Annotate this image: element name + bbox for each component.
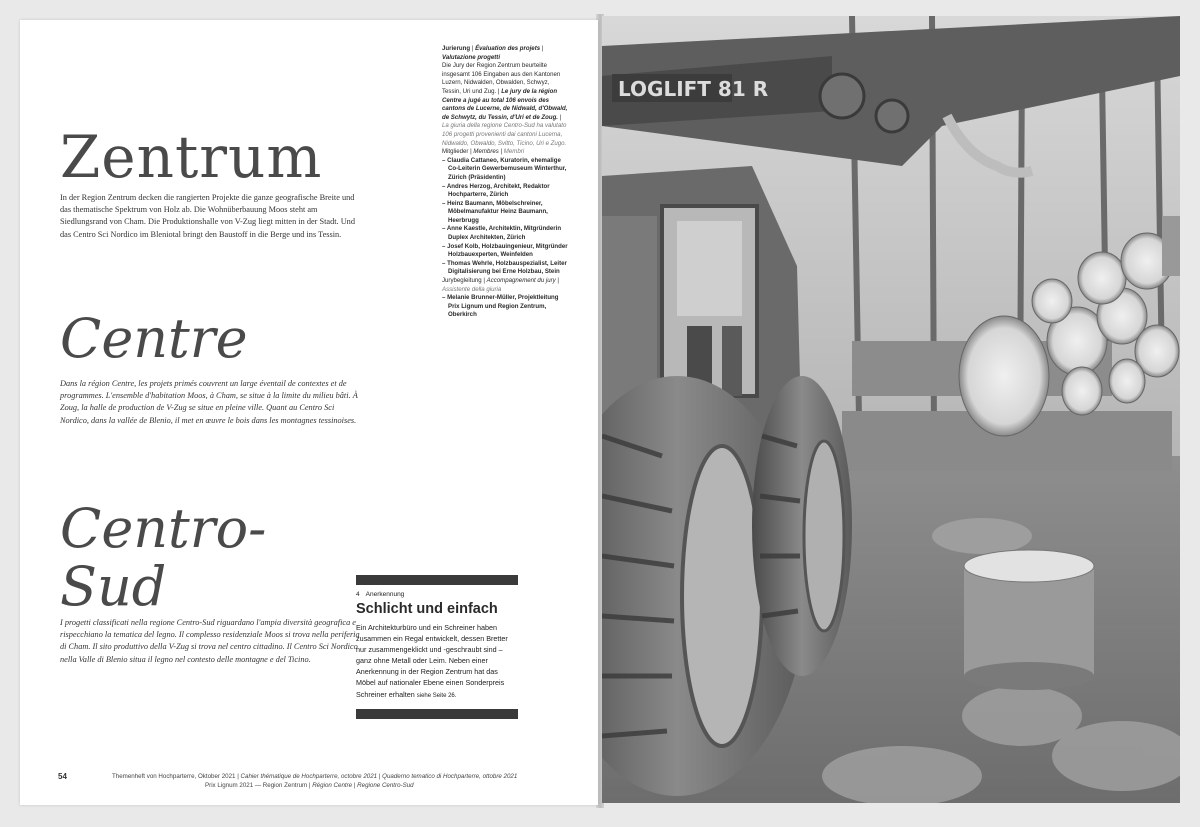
jury-column xyxy=(442,45,568,320)
members-heading-fr: Membres xyxy=(473,148,499,156)
title-centro-sud: Centro-Sud xyxy=(60,497,267,618)
jury-member: – Thomas Wehrle, Holzbauspezialist, Leiter Digitalisierung bei Erne Holzbau, Stein xyxy=(442,260,568,277)
tree-stump xyxy=(964,550,1094,690)
jury-member: – Heinz Baumann, Möbelschreiner, Möbelmanufaktur Heinz Baumann, Heerbrugg xyxy=(442,200,568,226)
page-number: 54 xyxy=(58,772,67,781)
footer-line-2: Prix Lignum 2021 — Region Zentrum | Région Centre | Regione Centro-Sud xyxy=(205,782,414,789)
title-centre: Centre xyxy=(60,307,248,370)
page-footer xyxy=(112,772,582,790)
award-number: 4 xyxy=(356,591,360,598)
support-heading-it: Assistente della giuria xyxy=(442,285,502,293)
jury-heading: Jurierung | Évaluation des projets | Valutazione progetti xyxy=(442,45,544,61)
support-heading: Jurybegleitung | Accompagnement du jury | Assistente della giuria xyxy=(442,277,560,293)
award-category: Anerkennung xyxy=(365,591,405,598)
jury-text-it: La giuria della regione Centro-Sud ha valutato 106 progetti provenienti dai cantoni Lucerna, Nidwaldo, Obwaldo, Svitto, Ticino, Uri e Zugo. xyxy=(442,122,567,147)
award-bottom-bar xyxy=(356,709,518,719)
right-page-photo xyxy=(602,16,1180,803)
intro-french: Dans la région Centre, les projets primés couvrent un large éventail de contextes et de programmes. L'ensemble d'habitation Moos, à Cham, se situe à la limite du milieu bâti. À Zoug, la halle de production de V-Zug se situe en pleine ville. Quant au Centro Sci Nordico, dans la vallée de Blenio, il met en œuvre le bois dans les montagnes tessinoises. xyxy=(60,379,358,425)
award-page-ref: siehe Seite 26. xyxy=(416,692,457,699)
jury-text: Die Jury der Region Zentrum beurteilte insgesamt 106 Eingaben aus den Kantonen Luzern, Nidwalden, Obwalden, Schwyz, Tessin, Uri und Zug. | Le jury de la région Centre a jugé au total 106 envois des cantons de Lucerne, de Nidwald, d'Obwald, de Schwytz, du Tessin, d'Uri et de Zoug. | La giuria della regione Centro-Sud ha valutato 106 progetti provenienti dai cantoni Lucerna, Nidwaldo, Obwaldo, Svitto, Ticino, Uri e Zugo. xyxy=(442,62,568,147)
jury-text-fr: Le jury de la région Centre a jugé au total 106 envois des cantons de Lucerne, de Nidwald, d'Obwald, de Schwytz, du Tessin, d'Uri et de Zoug. xyxy=(442,87,568,121)
support-member: – Melanie Brunner-Müller, Projektleitung Prix Lignum und Region Zentrum, Oberkirch xyxy=(442,294,568,320)
award-body-text: Ein Architekturbüro und ein Schreiner haben zusammen ein Regal entwickelt, dessen Bretter nur zusammengeklickt und -geschraubt sind – ganz ohne Metall oder Leim. Neben einer Anerkennung in der Region Zentrum hat das Möbel auf nationaler Ebene einen Sonderpreis Schreiner erhalten xyxy=(356,623,508,699)
footer-prefix: Prix Lignum 2021 xyxy=(205,782,254,789)
jury-member: – Claudia Cattaneo, Kuratorin, ehemalige Co-Leiterin Gewerbemuseum Winterthur, Zürich (Präsidentin) xyxy=(442,157,568,183)
members-heading-de: Mitglieder xyxy=(442,148,469,156)
footer-it: Quaderno tematico di Hochparterre, ottobre 2021 xyxy=(382,773,518,780)
award-top-bar xyxy=(356,575,518,585)
jury-text-de: Die Jury der Region Zentrum beurteilte insgesamt 106 Eingaben aus den Kantonen Luzern, Nidwalden, Obwalden, Schwyz, Tessin, Uri und Zug. xyxy=(442,62,561,95)
footer-line-1: Themenheft von Hochparterre, Oktober 2021 | Cahier thématique de Hochparterre, octobre 2021 | Quaderno tematico di Hochparterre, ottobre 2021 xyxy=(112,773,518,780)
intro-german: In der Region Zentrum decken die rangierten Projekte die ganze geografische Breite und das thematische Spektrum von Holz ab. Die Wohnüberbauung Moos steht am Siedlungsrand von Cham. Die Produktionshalle von V-Zug liegt mitten in der Stadt. Und das Centro Sci Nordico im Bleniotal bringt den Baustoff in die Berge und ins Tessin. xyxy=(60,193,355,239)
award-box xyxy=(356,575,518,719)
members-heading-it: Membri xyxy=(503,148,525,156)
support-heading-fr: Accompagnement du jury xyxy=(486,277,556,285)
jury-member: – Josef Kolb, Holzbauingenieur, Mitgründer Holzbauexperten, Weinfelden xyxy=(442,243,568,260)
jury-members-list xyxy=(442,157,568,277)
award-headline: Schlicht und einfach xyxy=(356,601,498,617)
jury-heading-fr: Évaluation des projets xyxy=(475,45,541,52)
award-body xyxy=(356,622,518,702)
footer-region-fr: Région Centre xyxy=(312,782,353,789)
left-page xyxy=(20,20,598,805)
support-list xyxy=(442,294,568,320)
footer-region-it: Regione Centro-Sud xyxy=(357,782,414,789)
title-zentrum: Zentrum xyxy=(60,123,323,191)
footer-fr: Cahier thématique de Hochparterre, octobre 2021 xyxy=(240,773,378,780)
intro-italian: I progetti classificati nella regione Centro-Sud riguardano l'ampia diversità geografica e rispecchiano la tematica del legno. Il complesso residenziale Moos si trova nella periferia di Cham. Il sito produttivo della V-Zug si trova nel centro cittadino. Il Centro Sci Nordico nella Valle di Blenio situa il legno nel contesto delle montagne e del Ticino. xyxy=(60,618,360,664)
support-heading-de: Jurybegleitung xyxy=(442,277,482,285)
forest-harvester-photo xyxy=(602,16,1180,803)
jury-heading-it: Valutazione progetti xyxy=(442,53,501,61)
jury-member: – Andres Herzog, Architekt, Redaktor Hochparterre, Zürich xyxy=(442,183,568,200)
award-tag xyxy=(356,591,518,598)
jury-heading-de: Jurierung xyxy=(442,45,471,52)
footer-de: Themenheft von Hochparterre, Oktober 2021 xyxy=(112,773,236,780)
footer-region-de: Region Zentrum xyxy=(262,782,308,789)
members-heading: Mitglieder | Membres | Membri xyxy=(442,148,525,156)
jury-member: – Anne Kaestle, Architektin, Mitgründerin Duplex Architekten, Zürich xyxy=(442,225,568,242)
crane-label: LOGLIFT 81 R xyxy=(618,77,769,101)
